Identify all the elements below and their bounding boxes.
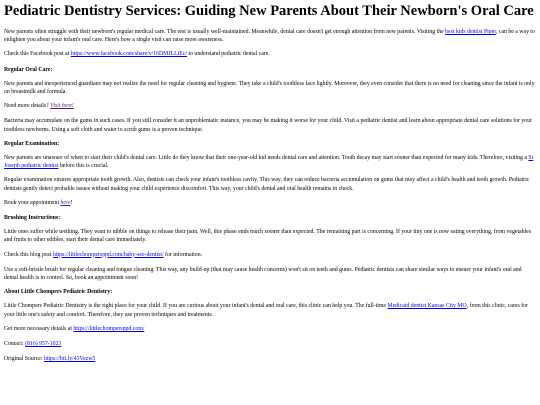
brushing-instructions-heading: Brushing Instructions: [4, 215, 61, 222]
about-paragraph: Little Chompers Pediatric Dentistry is the right place for your child. If you are curious about your infant's dental and oral care, this clinic can help you. The full-time Medicaid dentist Kansas City MO, from this clinic, cares for your little one's safety and comfort. Therefore, they use proven techniques and treatments. [4, 303, 528, 318]
medicaid-dentist-link[interactable]: Medicaid dentist Kansas City MO [387, 303, 467, 310]
phone-link[interactable]: (816) 957-1023 [25, 341, 62, 348]
blog-post-link[interactable]: https://littlechompersppd.com/baby-see-dentist/ [52, 251, 164, 258]
book-appointment-paragraph: Book your appointment here! [4, 199, 73, 206]
website-link[interactable]: https://littlechompersppd.com/ [73, 325, 145, 332]
best-kids-dentist-link[interactable]: best kids dentist Piper [445, 29, 496, 35]
blog-post-paragraph: Check this blog post https://littlechompersppd.com/baby-see-dentist/ for information. [4, 251, 203, 258]
get-details-paragraph: Get more necessary details at https://littlechompersppd.com/ [4, 325, 145, 332]
facebook-post-link[interactable]: https://www.facebook.com/share/v/16DMJLLtEc/ [70, 51, 188, 58]
facebook-paragraph: Check this Facebook post at https://www.facebook.com/share/v/16DMJLLtEc/ to understand pediatric dental care. [4, 51, 270, 58]
book-here-link[interactable]: here [60, 199, 71, 206]
examination-paragraph-1: New parents are unaware of when to start their child's dental care. Little do they know that their one-year-old kid needs dental care and attention. Tooth decay may start sooner than expected for many kids. Therefore, visiting a St Joseph pediatric dentist before this is crucial. [4, 155, 534, 170]
more-details-paragraph: Need more details? Visit here! [4, 103, 74, 110]
original-source-link[interactable]: https://bit.ly/43Vezw5 [43, 356, 96, 363]
regular-oral-care-heading: Regular Oral Care: [4, 66, 53, 73]
visit-here-link[interactable]: Visit here! [50, 103, 74, 110]
page-title: Pediatric Dentistry Services: Guiding New Parents About Their Newborn's Oral Care [4, 3, 534, 19]
contact-paragraph: Contact: (816) 957-1023 [4, 341, 62, 348]
oral-care-paragraph-1: New parents and inexperienced guardians may not realize the need for regular cleaning and hygiene. They take a child's toothless face lightly. Moreover, they even consider that there is no need for cleaning since the infant is only on breastmilk and formula. [4, 80, 535, 96]
examination-paragraph-2: Regular examination ensures appropriate tooth growth. Also, dentists can check your infant's toothless cavity. This way, they can reduce bacteria accumulation on gums that may affect a child's health and teeth growth. Pediatric dentists gently detect probable issues without making your child experience discomfort. This way, your child's dental and oral health remains in check. [4, 177, 530, 192]
st-joseph-dentist-link[interactable]: St Joseph pediatric dentist [4, 155, 534, 170]
oral-care-paragraph-2: Bacteria may accumulate on the gums in such cases. If you still consider it an unproblematic instance, you may be making it worse for your child. Visit a pediatric dentist and learn about appropriate dental care solutions for your toothless newborns. Using a soft cloth and water to scrub gums is a proven technique. [4, 118, 533, 133]
intro-paragraph: New parents often struggle with their newborn's regular medical care. The rest is usually well-maintained. Meanwhile, dental care doesn't get enough attention from new parents. Visiting the best kids dentist Piper, can be a way to enlighten you about your infant's oral care. Here's how a single visit can raise more awareness. [4, 29, 535, 44]
brushing-paragraph-1: Little ones suffer while teething. They want to nibble on things to release their pain. Well, this phase ends much sooner than expected. The remaining part is concerning. If your tiny one is now eating everything, from vegetables and fruits to other edibles, start their dental care immediately. [4, 229, 531, 244]
brushing-paragraph-2: Use a soft-bristle brush for regular cleaning and tongue cleaning. This way, any build-up (that may cause health concerns) won't sit on teeth and gums. Pediatric dentists can share similar ways to ensure your infant's oral and dental health is in control. So, book an appointment soon! [4, 266, 522, 282]
about-heading: About Little Chompers Pediatric Dentistry: [4, 289, 113, 296]
regular-examination-heading: Regular Examination: [4, 140, 60, 147]
original-source-paragraph: Original Source: https://bit.ly/43Vezw5 [4, 356, 96, 363]
